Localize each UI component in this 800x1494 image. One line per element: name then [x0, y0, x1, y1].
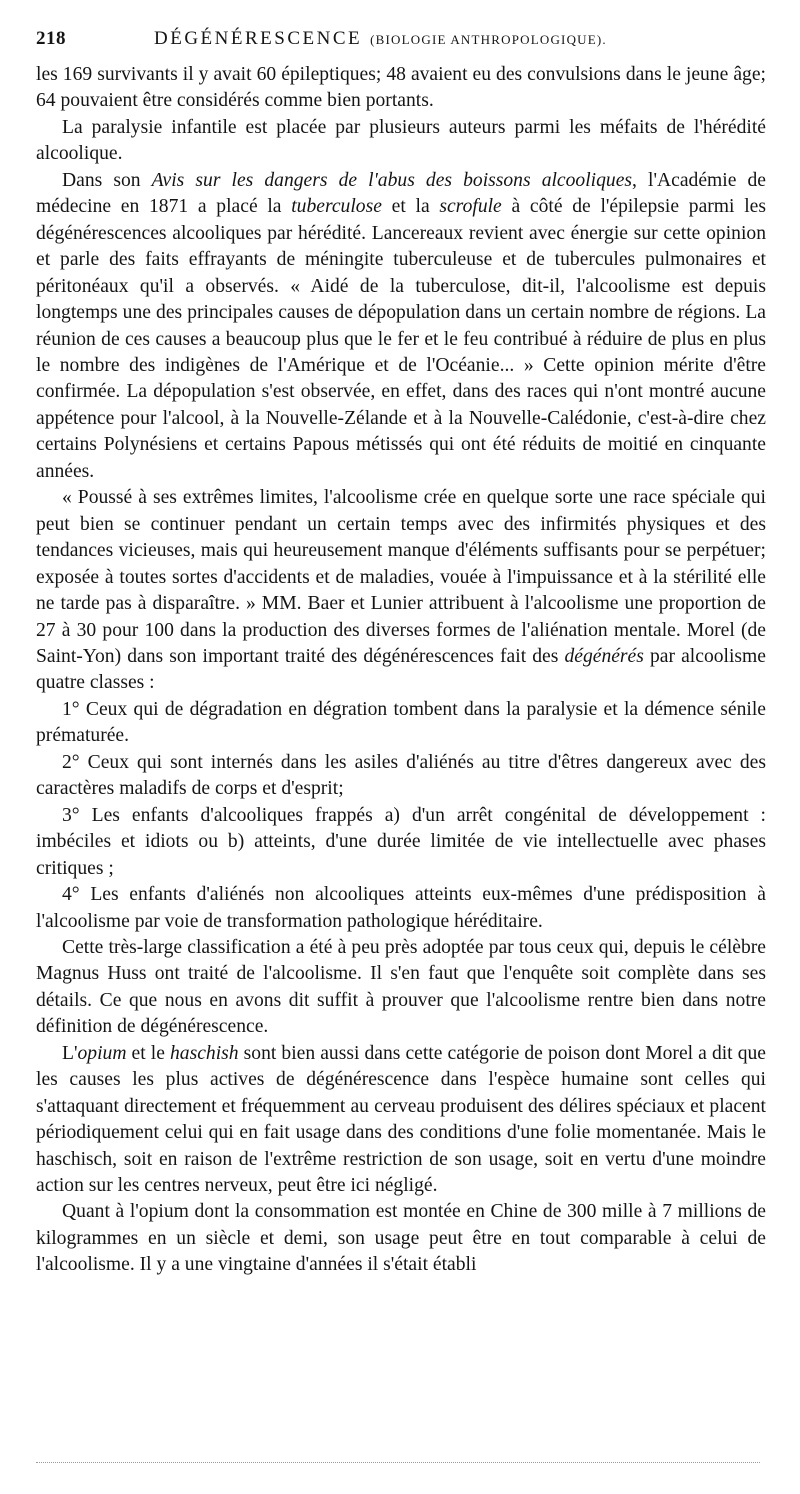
paragraph: [36, 935, 766, 1041]
list-item-paragraph: [36, 750, 766, 803]
text-run: 4° Les enfants d'aliénés non alcooliques atteints eux-mêmes d'une prédisposition à l'alcoolisme par voie de transformation pathologique héréditaire.: [36, 884, 766, 932]
text-run: Cette très-large classification a été à peu près adoptée par tous ceux qui, depuis le célèbre Magnus Huss ont traité de l'alcoolisme. Il s'en faut que l'enquête soit complète dans ses détails. Ce que nous en avons dit suffit à prouver que l'alcoolisme rentre bien dans notre définition de dégénérescence.: [36, 936, 766, 1038]
text-run: 1° Ceux qui de dégradation en dégration tombent dans la paralysie et la démence sénile prématurée.: [36, 698, 766, 747]
paragraph: [36, 1199, 766, 1278]
list-item-paragraph: [36, 697, 766, 750]
running-title: DÉGÉNÉRESCENCE: [154, 28, 363, 49]
italic-text: haschish: [170, 1042, 239, 1064]
text-run: 3° Les enfants d'alcooliques frappés a) d'un arrêt congénital de développement : imbéciles et idiots ou b) atteints, d'une durée limitée de vie intellectuelle avec phases critiques ;: [36, 804, 766, 879]
running-header: [36, 28, 766, 58]
italic-text: opium: [77, 1042, 127, 1064]
text-run: « Poussé à ses extrêmes limites, l'alcoolisme crée en quelque sorte une race spéciale qui peut bien se continuer pendant un certain temps avec des infirmités physiques et des tendances vicieuses, mais qui heureusement manque d'éléments suffisants pour se perpétuer; exposée à toutes sortes d'accidents et de maladies, vouée à l'impuissance et à la stérilité elle ne tarde pas à disparaître. » MM. Baer et Lunier attribuent à l'alcoolisme une proportion de 27 à 30 pour 100 dans la production des diverses formes de l'aliénation mentale. Morel (de Saint-Yon) dans son important traité des dégénérescences fait des: [36, 487, 766, 667]
text-run: Dans son: [62, 169, 152, 191]
running-subtitle: (BIOLOGIE ANTHROPOLOGIQUE).: [370, 32, 607, 47]
paragraph: [36, 485, 766, 697]
paragraph: [36, 115, 766, 168]
text-run: par alcoolisme quatre classes :: [36, 645, 766, 694]
body-text: [36, 62, 766, 1279]
text-run: sont bien aussi dans cette catégorie de poison dont Morel a dit que les causes les plus actives de dégénérescence dans l'espèce humaine sont celles qui s'attaquant directement et fréquemment au cerveau produisent des délires spéciaux et placent périodiquement celui qui en fait usage dans des conditions d'une folie momentanée. Mais le haschisch, soit en raison de l'extrême restriction de son usage, soit en vertu d'une moindre action sur les centres nerveux, peut être ici négligé.: [36, 1042, 766, 1197]
bottom-dotted-rule: [36, 1462, 760, 1463]
list-item-paragraph: [36, 882, 766, 935]
text-run: L': [62, 1042, 78, 1064]
page-number: 218: [36, 28, 66, 49]
text-run: , l'Académie de médecine en 1871 a placé la: [36, 169, 766, 218]
text-run: et la: [381, 196, 440, 218]
text-run: 2° Ceux qui sont internés dans les asiles d'aliénés au titre d'êtres dangereux avec des caractères maladifs de corps et d'esprit;: [36, 751, 766, 800]
text-run: et le: [126, 1042, 170, 1064]
italic-text: Avis sur les dangers de l'abus des boissons alcooliques: [151, 169, 633, 191]
text-run: les 169 survivants il y avait 60 épileptiques; 48 avaient eu des convulsions dans le jeune âge; 64 pouvaient être considérés comme bien portants.: [36, 64, 766, 112]
book-page: [36, 28, 766, 1279]
list-item-paragraph: [36, 803, 766, 882]
text-run: Quant à l'opium dont la consommation est montée en Chine de 300 mille à 7 millions de kilogrammes en un siècle et demi, son usage peut être en tout comparable à celui de l'alcoolisme. Il y a une vingtaine d'années il s'était établi: [36, 1201, 766, 1276]
paragraph: [36, 62, 766, 115]
italic-text: scrofule: [439, 196, 502, 218]
paragraph: [36, 1041, 766, 1200]
italic-text: dégénérés: [564, 645, 644, 667]
paragraph: [36, 168, 766, 485]
italic-text: tuberculose: [291, 196, 382, 218]
text-run: à côté de l'épilepsie parmi les dégénérescences alcooliques par hérédité. Lancereaux revient avec énergie sur cette opinion et parle des faits effrayants de méningite tuberculeuse et de tubercules pulmonaires et péritonéaux qu'il a observés. « Aidé de la tuberculose, dit-il, l'alcoolisme est depuis longtemps une des principales causes de dépopulation dans un certain nombre de régions. La réunion de ces causes a beaucoup plus que le fer et le feu contribué à réduire de plus en plus le nombre des indigènes de l'Amérique et de l'Océanie... » Cette opinion mérite d'être confirmée. La dépopulation s'est observée, en effet, dans des races qui n'ont montré aucune appétence pour l'alcool, à la Nouvelle-Zélande et à la Nouvelle-Calédonie, c'est-à-dire chez certains Polynésiens et certains Papous métissés qui ont été réduits de moitié en cinquante années.: [36, 196, 766, 482]
text-run: La paralysie infantile est placée par plusieurs auteurs parmi les méfaits de l'hérédité alcoolique.: [36, 116, 766, 165]
